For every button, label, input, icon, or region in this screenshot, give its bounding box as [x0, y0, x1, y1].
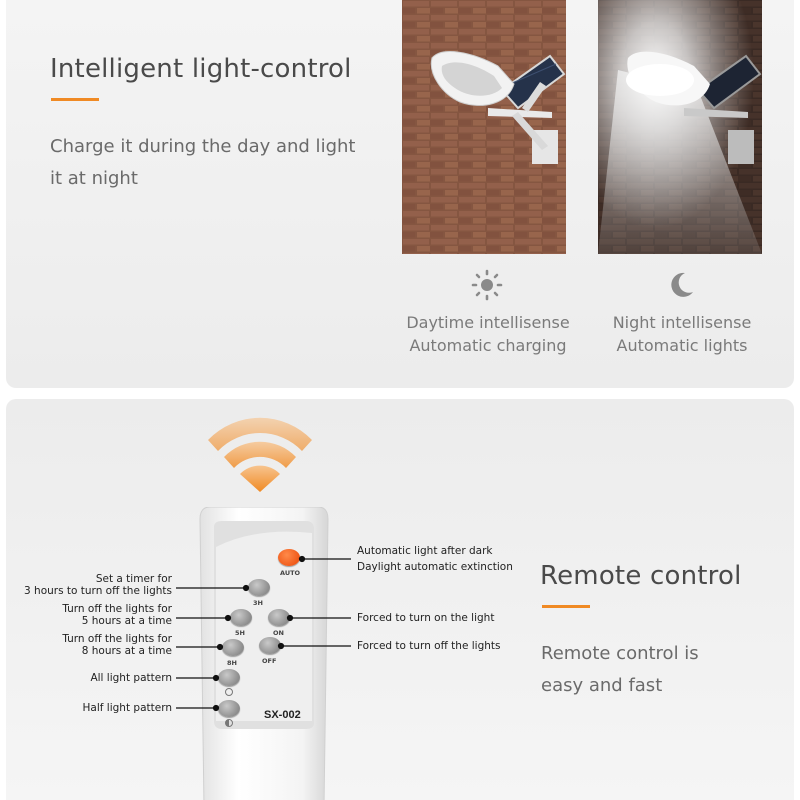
auto-annotation	[357, 545, 513, 573]
timer-5h-annotation-line-1: Turn off the lights for	[62, 603, 172, 615]
timer-8h-annotation	[10, 633, 172, 657]
timer-3h-annotation	[10, 573, 172, 597]
remote-model-label: SX-002	[264, 709, 301, 721]
night-caption-line-2: Automatic lights	[616, 336, 748, 355]
timer-3h-label: 3H	[253, 599, 263, 607]
light-control-panel	[6, 0, 794, 388]
daytime-lamp-photo	[402, 0, 566, 254]
night-lamp-photo	[598, 0, 762, 254]
daytime-caption-line-2: Automatic charging	[409, 336, 567, 355]
timer-3h-annotation-line-2: 3 hours to turn off the lights	[24, 585, 172, 597]
night-caption-line-1: Night intellisense	[612, 313, 752, 332]
auto-button-label: AUTO	[280, 569, 301, 577]
remote-title-accent-rule	[542, 605, 590, 608]
daytime-lamp-illustration	[402, 0, 566, 254]
remote-control-panel	[6, 399, 794, 800]
off-button-label: OFF	[262, 657, 277, 665]
sun-icon	[471, 269, 503, 301]
title-accent-rule	[51, 98, 99, 101]
timer-5h-annotation	[10, 603, 172, 627]
description-line-1: Charge it during the day and light	[50, 136, 356, 157]
remote-control-title: Remote control	[540, 561, 742, 591]
night-lamp-illustration	[598, 0, 762, 254]
description-line-2: it at night	[50, 168, 138, 189]
timer-5h-annotation-line-2: 5 hours at a time	[81, 615, 172, 627]
half-light-annotation: Half light pattern	[82, 702, 172, 714]
timer-5h-label: 5H	[235, 629, 245, 637]
auto-annotation-line-1: Automatic light after dark	[357, 545, 493, 557]
daytime-caption	[402, 311, 574, 357]
light-control-title: Intelligent light-control	[50, 54, 352, 84]
on-annotation: Forced to turn on the light	[357, 612, 495, 624]
auto-annotation-line-2: Daylight automatic extinction	[357, 561, 513, 573]
remote-description-line-2: easy and fast	[541, 675, 663, 696]
light-control-description	[50, 131, 355, 195]
all-light-annotation: All light pattern	[90, 672, 172, 684]
daytime-caption-line-1: Daytime intellisense	[406, 313, 570, 332]
timer-3h-annotation-line-1: Set a timer for	[95, 573, 172, 585]
on-button-label: ON	[273, 629, 284, 637]
off-annotation: Forced to turn off the lights	[357, 640, 501, 652]
night-caption	[594, 311, 770, 357]
timer-8h-annotation-line-2: 8 hours at a time	[81, 645, 172, 657]
timer-8h-annotation-line-1: Turn off the lights for	[62, 633, 172, 645]
moon-icon	[666, 270, 696, 300]
remote-description-line-1: Remote control is	[541, 643, 699, 664]
remote-control-description	[541, 638, 699, 702]
callout-lines	[6, 399, 794, 800]
timer-8h-label: 8H	[227, 659, 237, 667]
